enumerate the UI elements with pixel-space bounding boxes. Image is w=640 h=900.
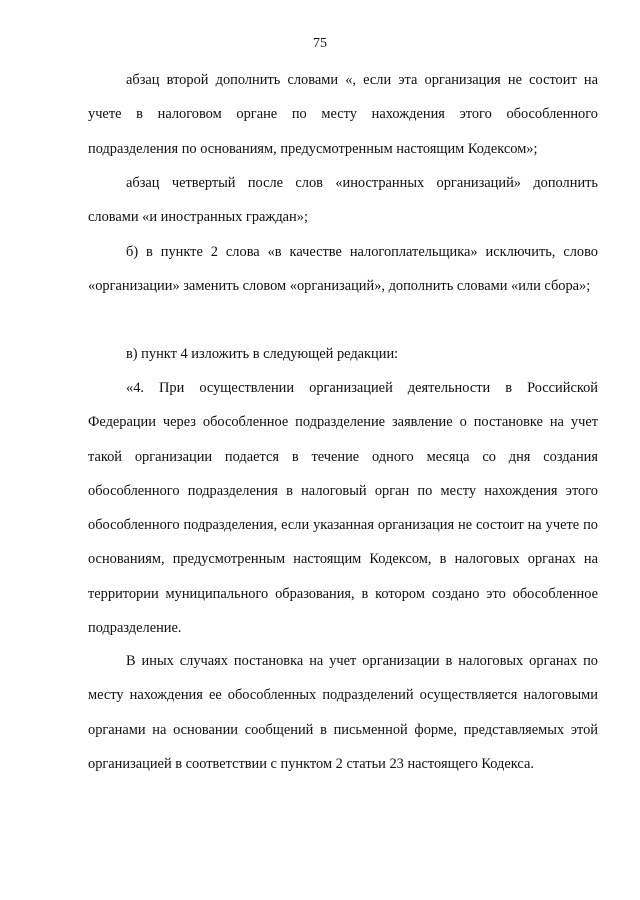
paragraph-point-4-text: «4. При осуществлении организацией деятельности в Российской Федерации через обособленное подразделение заявление о постановке на учет такой организации подается в течение одного месяца со дня создания обособленного подразделения в налоговый орган по месту нахождения этого обособленного подразделения, если указанная организация не состоит на учете по основаниям, предусмотренным настоящим Кодексом, в налоговых органах на территории муниципального образования, в котором создано это обособленное подразделение.	[88, 380, 598, 637]
paragraph-other-cases: В иных случаях постановка на учет организации в налоговых органах по месту нахождения ее обособленных подразделений осуществляется налоговыми органами на основании сообщений в письменной форме, представляемых этой организацией в соответствии с пунктом 2 статьи 23 настоящего Кодекса.	[88, 653, 598, 772]
paragraph-amendment-fourth-indent: абзац четвертый после слов «иностранных организаций» дополнить словами «и иностранных граждан»;	[88, 175, 598, 226]
paragraph-amendment-second-indent: абзац второй дополнить словами «, если эта организация не состоит на учете в налоговом органе по месту нахождения этого обособленного подразделения по основаниям, предусмотренным настоящим Кодексом»;	[88, 72, 598, 157]
paragraph-item-v: в) пункт 4 изложить в следующей редакции:	[126, 346, 399, 362]
page-number: 75	[313, 36, 327, 51]
paragraph-item-b: б) в пункте 2 слова «в качестве налогоплательщика» исключить, слово «организации» заменить словом «организаций», дополнить словами «или сбора»;	[88, 244, 598, 295]
